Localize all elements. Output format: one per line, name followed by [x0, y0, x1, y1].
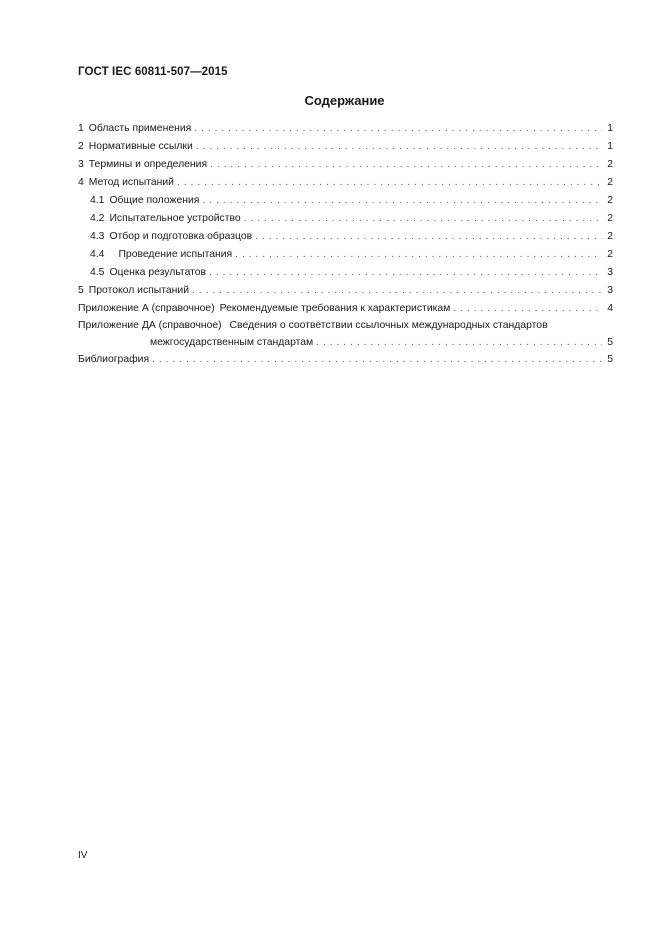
- toc-item-page: 2: [607, 231, 613, 242]
- toc-subitem[interactable]: [78, 192, 613, 210]
- toc-item[interactable]: [78, 120, 613, 138]
- toc-subitem[interactable]: [78, 264, 613, 282]
- toc-item[interactable]: [78, 156, 613, 174]
- toc-item-number: 2: [78, 141, 84, 152]
- toc-item-number: 4: [78, 177, 84, 188]
- table-of-contents: [78, 120, 613, 369]
- toc-item-number: 4.1: [90, 195, 105, 206]
- dot-leader: [192, 282, 602, 300]
- dot-leader: [453, 300, 602, 318]
- toc-item-page: 2: [607, 177, 613, 188]
- toc-item-number: 5: [78, 285, 84, 296]
- toc-item[interactable]: [78, 138, 613, 156]
- appendix-label: Приложение А (справочное): [78, 303, 215, 314]
- toc-item-page: 2: [607, 249, 613, 260]
- toc-item-text: Общие положения: [109, 195, 200, 206]
- toc-item-page: 4: [607, 303, 613, 314]
- dot-leader: [209, 264, 602, 282]
- toc-item-text: Рекомендуемые требования к характеристикам: [219, 303, 451, 314]
- toc-item-page: 5: [607, 354, 613, 365]
- toc-subitem[interactable]: [78, 228, 613, 246]
- toc-item-page: 1: [607, 123, 613, 134]
- toc-item-page: 3: [607, 285, 613, 296]
- toc-item-number: 4.2: [90, 213, 105, 224]
- dot-leader: [177, 174, 602, 192]
- toc-item-number: 4.5: [90, 267, 105, 278]
- dot-leader: [210, 156, 602, 174]
- toc-item-page: 3: [607, 267, 613, 278]
- toc-item-text: Проведение испытания: [118, 249, 233, 260]
- dot-leader: [244, 210, 602, 228]
- toc-item-page: 2: [607, 195, 613, 206]
- toc-subitem[interactable]: [78, 246, 613, 264]
- document-header: ГОСТ IEC 60811-507—2015: [78, 66, 228, 78]
- toc-item-page: 2: [607, 159, 613, 170]
- dot-leader: [316, 334, 602, 351]
- dot-leader: [152, 351, 602, 369]
- toc-appendix-da[interactable]: [78, 318, 613, 351]
- toc-appendix-a[interactable]: [78, 300, 613, 318]
- dot-leader: [202, 192, 602, 210]
- toc-item-page: 5: [607, 337, 613, 348]
- toc-item-text: Оценка результатов: [109, 267, 207, 278]
- toc-item-text: Область применения: [88, 123, 192, 134]
- toc-item[interactable]: [78, 282, 613, 300]
- toc-item-text: Отбор и подготовка образцов: [109, 231, 253, 242]
- toc-item-text: Сведения о соответствии ссылочных международных стандартов: [229, 320, 548, 331]
- toc-item-text-continued: межгосударственным стандартам: [150, 337, 314, 348]
- toc-item-number: 4.4: [90, 249, 105, 260]
- toc-item-text: Испытательное устройство: [109, 213, 241, 224]
- dot-leader: [196, 138, 602, 156]
- dot-leader: [255, 228, 602, 246]
- toc-subitem[interactable]: [78, 210, 613, 228]
- toc-item-page: 1: [607, 141, 613, 152]
- toc-item-text: Библиография: [78, 354, 150, 365]
- toc-item-page: 2: [607, 213, 613, 224]
- dot-leader: [194, 120, 602, 138]
- toc-item-text: Нормативные ссылки: [88, 141, 193, 152]
- toc-item-text: Протокол испытаний: [88, 285, 190, 296]
- toc-item-number: 3: [78, 159, 84, 170]
- page-title: Содержание: [304, 93, 385, 108]
- toc-item-number: 4.3: [90, 231, 105, 242]
- toc-item-number: 1: [78, 123, 84, 134]
- page-number: IV: [78, 850, 88, 861]
- appendix-label: Приложение ДА (справочное): [78, 320, 222, 331]
- toc-item[interactable]: [78, 174, 613, 192]
- toc-bibliography[interactable]: [78, 351, 613, 369]
- toc-item-text: Метод испытаний: [88, 177, 174, 188]
- dot-leader: [235, 246, 602, 264]
- toc-item-text: Термины и определения: [88, 159, 208, 170]
